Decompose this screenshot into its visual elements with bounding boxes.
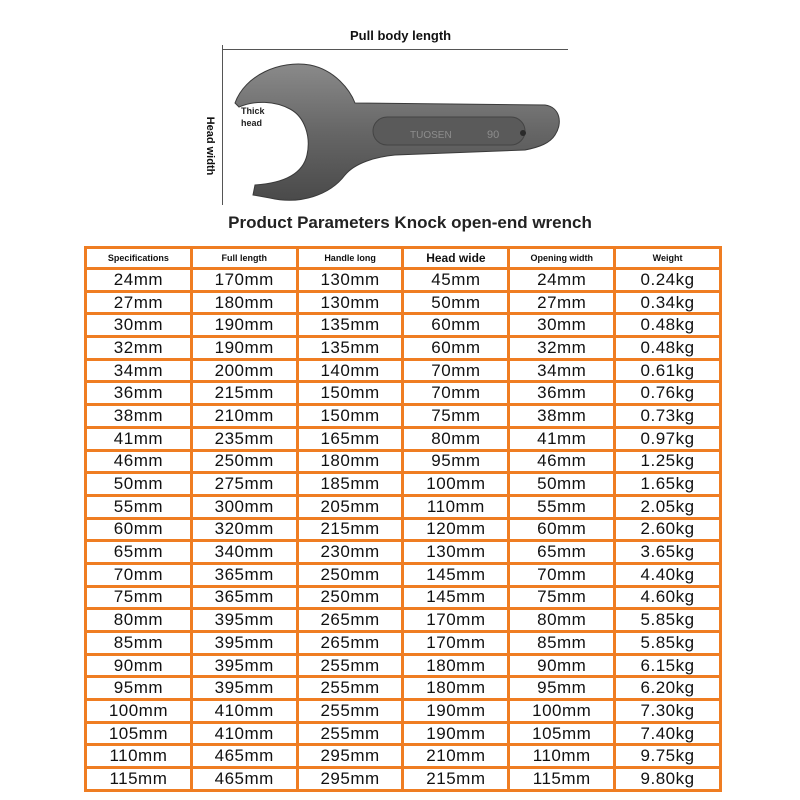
table-cell: 255mm xyxy=(299,678,402,698)
table-cell: 85mm xyxy=(510,633,613,653)
table-cell: 180mm xyxy=(404,656,507,676)
table-cell: 250mm xyxy=(299,588,402,608)
table-cell: 180mm xyxy=(404,678,507,698)
table-cell: 90mm xyxy=(87,656,190,676)
table-cell: 145mm xyxy=(404,588,507,608)
handle-brand-text: TUOSEN xyxy=(410,130,452,141)
table-cell: 210mm xyxy=(404,746,507,766)
table-cell: 4.40kg xyxy=(616,565,719,585)
table-header-row xyxy=(87,249,719,267)
table-cell: 135mm xyxy=(299,315,402,335)
table-cell: 320mm xyxy=(193,520,296,540)
table-cell: 200mm xyxy=(193,361,296,381)
table-cell: 41mm xyxy=(510,429,613,449)
table-cell: 190mm xyxy=(404,724,507,744)
table-row xyxy=(87,520,719,540)
table-cell: 30mm xyxy=(87,315,190,335)
table-cell: 1.25kg xyxy=(616,452,719,472)
column-header: Handle long xyxy=(299,249,402,267)
table-cell: 215mm xyxy=(193,383,296,403)
table-row xyxy=(87,293,719,313)
table-cell: 395mm xyxy=(193,656,296,676)
column-header: Weight xyxy=(616,249,719,267)
table-cell: 365mm xyxy=(193,588,296,608)
table-cell: 255mm xyxy=(299,701,402,721)
table-row xyxy=(87,633,719,653)
table-row xyxy=(87,406,719,426)
table-cell: 65mm xyxy=(510,542,613,562)
table-cell: 145mm xyxy=(404,565,507,585)
table-cell: 0.48kg xyxy=(616,315,719,335)
table-cell: 105mm xyxy=(87,724,190,744)
table-cell: 190mm xyxy=(193,315,296,335)
table-cell: 30mm xyxy=(510,315,613,335)
table-cell: 120mm xyxy=(404,520,507,540)
table-cell: 65mm xyxy=(87,542,190,562)
table-cell: 110mm xyxy=(87,746,190,766)
table-cell: 395mm xyxy=(193,678,296,698)
table-row xyxy=(87,497,719,517)
table-cell: 190mm xyxy=(404,701,507,721)
table-cell: 205mm xyxy=(299,497,402,517)
table-cell: 70mm xyxy=(404,361,507,381)
table-cell: 185mm xyxy=(299,474,402,494)
table-cell: 255mm xyxy=(299,656,402,676)
table-cell: 130mm xyxy=(299,270,402,290)
table-cell: 180mm xyxy=(193,293,296,313)
table-cell: 215mm xyxy=(404,769,507,789)
table-cell: 410mm xyxy=(193,724,296,744)
table-cell: 5.85kg xyxy=(616,610,719,630)
table-cell: 75mm xyxy=(510,588,613,608)
table-cell: 80mm xyxy=(510,610,613,630)
table-cell: 45mm xyxy=(404,270,507,290)
table-cell: 70mm xyxy=(87,565,190,585)
table-cell: 130mm xyxy=(299,293,402,313)
pull-body-length-label: Pull body length xyxy=(350,28,452,43)
table-cell: 55mm xyxy=(87,497,190,517)
table-cell: 0.73kg xyxy=(616,406,719,426)
table-cell: 46mm xyxy=(510,452,613,472)
table-cell: 85mm xyxy=(87,633,190,653)
table-cell: 60mm xyxy=(87,520,190,540)
table-cell: 0.34kg xyxy=(616,293,719,313)
table-cell: 150mm xyxy=(299,383,402,403)
table-row xyxy=(87,610,719,630)
table-cell: 255mm xyxy=(299,724,402,744)
table-cell: 34mm xyxy=(510,361,613,381)
table-cell: 100mm xyxy=(87,701,190,721)
table-row xyxy=(87,338,719,358)
table-cell: 165mm xyxy=(299,429,402,449)
pull-length-dimension-line xyxy=(222,49,568,50)
table-cell: 32mm xyxy=(510,338,613,358)
table-cell: 95mm xyxy=(87,678,190,698)
table-cell: 110mm xyxy=(510,746,613,766)
table-cell: 5.85kg xyxy=(616,633,719,653)
column-header: Opening width xyxy=(510,249,613,267)
column-header: Specifications xyxy=(87,249,190,267)
table-row xyxy=(87,542,719,562)
table-cell: 465mm xyxy=(193,769,296,789)
handle-size-text: 90 xyxy=(487,129,500,141)
table-cell: 115mm xyxy=(87,769,190,789)
table-cell: 2.05kg xyxy=(616,497,719,517)
table-cell: 55mm xyxy=(510,497,613,517)
table-row xyxy=(87,769,719,789)
table-cell: 170mm xyxy=(404,633,507,653)
table-cell: 170mm xyxy=(404,610,507,630)
table-cell: 180mm xyxy=(299,452,402,472)
table-cell: 75mm xyxy=(87,588,190,608)
table-cell: 300mm xyxy=(193,497,296,517)
table-cell: 0.97kg xyxy=(616,429,719,449)
table-cell: 210mm xyxy=(193,406,296,426)
table-cell: 60mm xyxy=(510,520,613,540)
table-cell: 100mm xyxy=(404,474,507,494)
table-row xyxy=(87,429,719,449)
table-row xyxy=(87,315,719,335)
table-cell: 50mm xyxy=(510,474,613,494)
table-cell: 0.76kg xyxy=(616,383,719,403)
table-cell: 38mm xyxy=(87,406,190,426)
table-cell: 38mm xyxy=(510,406,613,426)
table-cell: 27mm xyxy=(87,293,190,313)
table-cell: 95mm xyxy=(404,452,507,472)
table-cell: 410mm xyxy=(193,701,296,721)
table-cell: 395mm xyxy=(193,610,296,630)
table-cell: 465mm xyxy=(193,746,296,766)
table-cell: 6.20kg xyxy=(616,678,719,698)
table-cell: 0.24kg xyxy=(616,270,719,290)
table-cell: 265mm xyxy=(299,610,402,630)
table-cell: 215mm xyxy=(299,520,402,540)
table-cell: 9.80kg xyxy=(616,769,719,789)
table-cell: 265mm xyxy=(299,633,402,653)
table-cell: 60mm xyxy=(404,315,507,335)
table-cell: 36mm xyxy=(87,383,190,403)
table-cell: 0.48kg xyxy=(616,338,719,358)
table-cell: 170mm xyxy=(193,270,296,290)
table-row xyxy=(87,383,719,403)
head-width-label: Head width xyxy=(204,116,216,176)
table-row xyxy=(87,724,719,744)
head-width-dimension-line xyxy=(222,45,223,205)
table-row xyxy=(87,565,719,585)
table-cell: 41mm xyxy=(87,429,190,449)
table-cell: 24mm xyxy=(510,270,613,290)
table-row xyxy=(87,678,719,698)
table-cell: 80mm xyxy=(87,610,190,630)
table-row xyxy=(87,701,719,721)
table-cell: 90mm xyxy=(510,656,613,676)
table-row xyxy=(87,656,719,676)
table-cell: 115mm xyxy=(510,769,613,789)
table-cell: 70mm xyxy=(404,383,507,403)
table-cell: 4.60kg xyxy=(616,588,719,608)
table-row xyxy=(87,746,719,766)
table-cell: 235mm xyxy=(193,429,296,449)
thick-head-label: Thick head xyxy=(241,106,265,128)
table-cell: 32mm xyxy=(87,338,190,358)
table-row xyxy=(87,361,719,381)
table-cell: 2.60kg xyxy=(616,520,719,540)
table-cell: 95mm xyxy=(510,678,613,698)
table-cell: 340mm xyxy=(193,542,296,562)
table-cell: 50mm xyxy=(404,293,507,313)
table-cell: 27mm xyxy=(510,293,613,313)
table-cell: 7.30kg xyxy=(616,701,719,721)
table-cell: 75mm xyxy=(404,406,507,426)
parameters-table xyxy=(84,246,722,792)
table-cell: 36mm xyxy=(510,383,613,403)
table-row xyxy=(87,588,719,608)
table-cell: 365mm xyxy=(193,565,296,585)
table-cell: 46mm xyxy=(87,452,190,472)
table-cell: 80mm xyxy=(404,429,507,449)
table-cell: 295mm xyxy=(299,746,402,766)
table-cell: 3.65kg xyxy=(616,542,719,562)
table-cell: 50mm xyxy=(87,474,190,494)
table-cell: 150mm xyxy=(299,406,402,426)
table-cell: 1.65kg xyxy=(616,474,719,494)
table-cell: 250mm xyxy=(193,452,296,472)
table-cell: 190mm xyxy=(193,338,296,358)
table-cell: 140mm xyxy=(299,361,402,381)
table-cell: 250mm xyxy=(299,565,402,585)
table-cell: 24mm xyxy=(87,270,190,290)
table-cell: 395mm xyxy=(193,633,296,653)
column-header: Full length xyxy=(193,249,296,267)
table-cell: 7.40kg xyxy=(616,724,719,744)
wrench-diagram xyxy=(0,0,800,240)
table-cell: 230mm xyxy=(299,542,402,562)
table-row xyxy=(87,270,719,290)
table-cell: 135mm xyxy=(299,338,402,358)
handle-hole xyxy=(520,130,526,136)
table-cell: 0.61kg xyxy=(616,361,719,381)
table-cell: 6.15kg xyxy=(616,656,719,676)
table-cell: 105mm xyxy=(510,724,613,744)
table-cell: 295mm xyxy=(299,769,402,789)
table-row xyxy=(87,474,719,494)
table-cell: 100mm xyxy=(510,701,613,721)
table-cell: 34mm xyxy=(87,361,190,381)
table-cell: 110mm xyxy=(404,497,507,517)
table-cell: 275mm xyxy=(193,474,296,494)
table-cell: 130mm xyxy=(404,542,507,562)
column-header: Head wide xyxy=(404,249,507,267)
table-cell: 70mm xyxy=(510,565,613,585)
page-title: Product Parameters Knock open-end wrench xyxy=(228,213,592,232)
table-cell: 9.75kg xyxy=(616,746,719,766)
table-cell: 60mm xyxy=(404,338,507,358)
wrench-image xyxy=(225,55,570,205)
table-row xyxy=(87,452,719,472)
